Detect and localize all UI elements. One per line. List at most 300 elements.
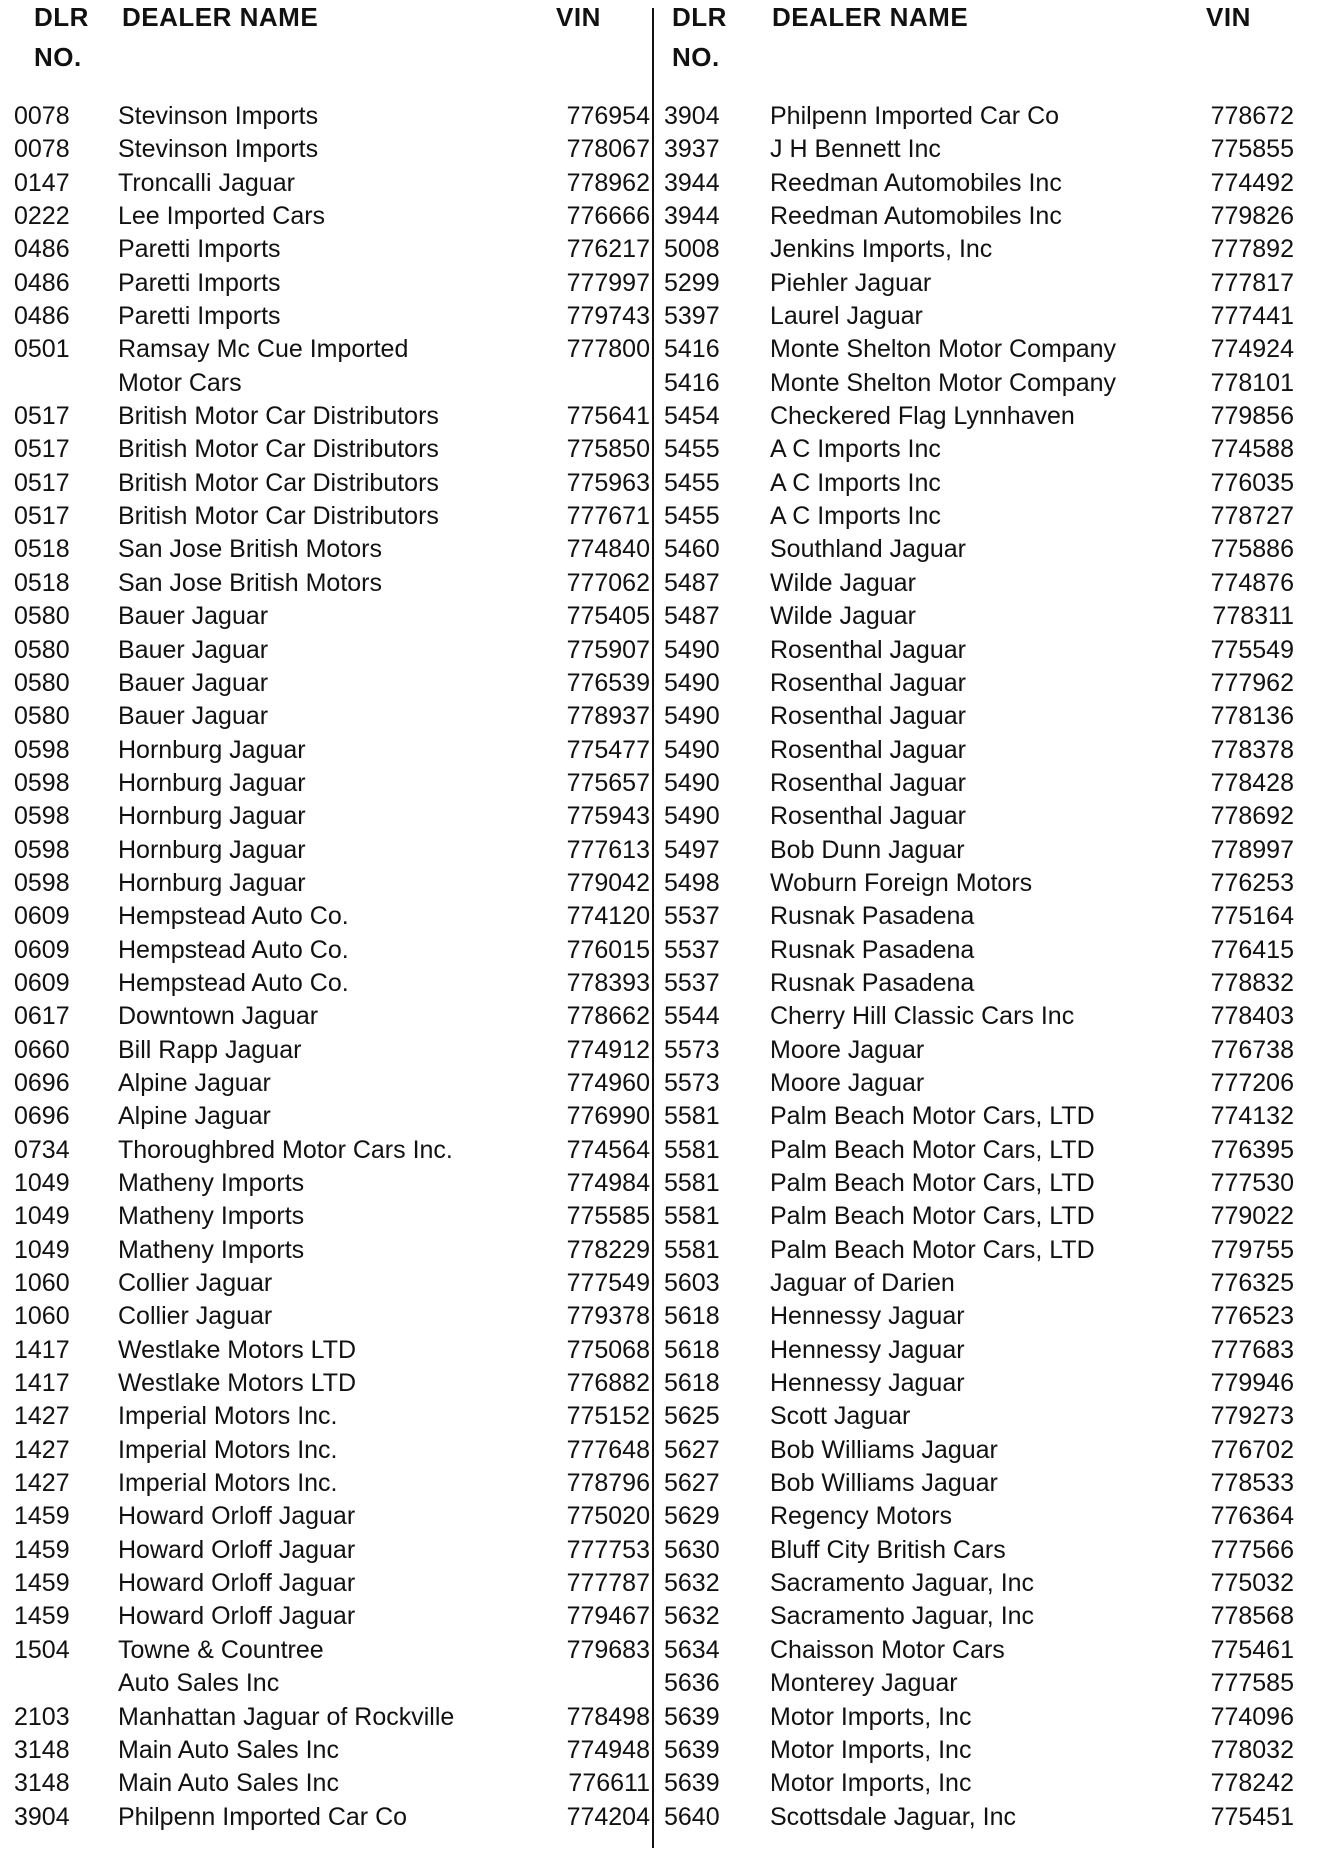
dealer-name: Matheny Imports bbox=[118, 1169, 305, 1197]
vin: 778403 bbox=[1210, 1002, 1294, 1031]
dealer-number: 5008 bbox=[664, 235, 720, 264]
table-row bbox=[14, 900, 650, 933]
dealer-number: 5490 bbox=[664, 702, 720, 731]
dealer-number: 1504 bbox=[14, 1635, 70, 1664]
vin: 775068 bbox=[566, 1335, 650, 1364]
dealer-name: Manhattan Jaguar of Rockville bbox=[118, 1702, 455, 1731]
vin: 778962 bbox=[566, 168, 650, 197]
dealer-name: Motor Cars bbox=[118, 368, 242, 397]
table-row bbox=[664, 1634, 1294, 1667]
vin: 774840 bbox=[566, 535, 650, 564]
vin: 775943 bbox=[566, 802, 650, 831]
dealer-name: Motor Imports, Inc bbox=[770, 1769, 972, 1798]
dealer-number: 3944 bbox=[664, 202, 720, 231]
dealer-name: Main Auto Sales Inc bbox=[118, 1735, 339, 1764]
vin: 774120 bbox=[566, 902, 650, 931]
header-no: NO. bbox=[34, 42, 82, 72]
dealer-name: Paretti Imports bbox=[118, 235, 281, 264]
dealer-name: Rosenthal Jaguar bbox=[770, 668, 966, 697]
dealer-number: 0147 bbox=[14, 168, 70, 197]
table-row bbox=[664, 1334, 1294, 1367]
table-row bbox=[664, 100, 1294, 133]
dealer-name: Bauer Jaguar bbox=[118, 702, 269, 731]
table-row bbox=[14, 1100, 650, 1133]
table-row bbox=[14, 1200, 650, 1233]
dealer-number: 1417 bbox=[14, 1369, 70, 1398]
vin: 779022 bbox=[1210, 1202, 1294, 1231]
dealer-name: Ramsay Mc Cue Imported bbox=[118, 335, 409, 364]
vin: 777962 bbox=[1210, 668, 1294, 697]
dealer-name: Hempstead Auto Co. bbox=[118, 902, 349, 931]
dealer-number: 0518 bbox=[14, 568, 70, 597]
table-row bbox=[664, 800, 1294, 833]
dealer-number: 1060 bbox=[14, 1302, 70, 1331]
dealer-name: British Motor Car Distributors bbox=[118, 402, 439, 431]
vin: 776990 bbox=[566, 1102, 650, 1131]
table-row bbox=[14, 1300, 650, 1333]
vin: 778242 bbox=[1210, 1769, 1294, 1798]
dealer-name: Bluff City British Cars bbox=[770, 1535, 1006, 1564]
column-divider bbox=[652, 8, 654, 1848]
dealer-name: Palm Beach Motor Cars, LTD bbox=[770, 1202, 1095, 1231]
dealer-number: 0580 bbox=[14, 602, 70, 631]
table-row bbox=[14, 767, 650, 800]
dealer-name: Westlake Motors LTD bbox=[118, 1369, 357, 1398]
vin: 774948 bbox=[566, 1735, 650, 1764]
table-row bbox=[14, 1034, 650, 1067]
vin: 775907 bbox=[566, 635, 650, 664]
table-row bbox=[664, 1267, 1294, 1300]
dealer-name: Piehler Jaguar bbox=[770, 268, 932, 297]
dealer-name: Auto Sales Inc bbox=[118, 1669, 280, 1698]
dealer-name: Bob Williams Jaguar bbox=[770, 1469, 998, 1498]
vin: 776738 bbox=[1210, 1035, 1294, 1064]
vin: 779273 bbox=[1210, 1402, 1294, 1431]
dealer-number: 1427 bbox=[14, 1469, 70, 1498]
dealer-number: 1049 bbox=[14, 1235, 70, 1264]
dealer-name: Hornburg Jaguar bbox=[118, 868, 306, 897]
dealer-name: Rosenthal Jaguar bbox=[770, 735, 966, 764]
dealer-number: 5630 bbox=[664, 1535, 720, 1564]
vin: 776253 bbox=[1210, 868, 1294, 897]
header-dealer-name: DEALER NAME bbox=[122, 2, 319, 32]
dealer-name: Imperial Motors Inc. bbox=[118, 1435, 338, 1464]
table-row bbox=[664, 700, 1294, 733]
dealer-number: 0517 bbox=[14, 435, 70, 464]
table-row bbox=[14, 634, 650, 667]
table-row bbox=[664, 867, 1294, 900]
table-row bbox=[664, 1567, 1294, 1600]
dealer-number: 1459 bbox=[14, 1502, 70, 1531]
table-row bbox=[14, 1267, 650, 1300]
dealer-number: 3937 bbox=[664, 135, 720, 164]
dealer-name: British Motor Car Distributors bbox=[118, 468, 439, 497]
table-row bbox=[14, 100, 650, 133]
table-row bbox=[664, 1400, 1294, 1433]
vin: 775585 bbox=[566, 1202, 650, 1231]
vin: 774204 bbox=[566, 1802, 650, 1831]
table-row bbox=[664, 1367, 1294, 1400]
dealer-number: 0222 bbox=[14, 202, 70, 231]
vin: 775032 bbox=[1210, 1569, 1294, 1598]
right-dealer-list bbox=[664, 100, 1294, 1834]
table-row bbox=[664, 1234, 1294, 1267]
dealer-name: Stevinson Imports bbox=[118, 102, 319, 130]
dealer-name: Alpine Jaguar bbox=[118, 1102, 271, 1131]
table-row bbox=[664, 367, 1294, 400]
table-row bbox=[14, 734, 650, 767]
dealer-name: Howard Orloff Jaguar bbox=[118, 1569, 356, 1598]
dealer-name: Palm Beach Motor Cars, LTD bbox=[770, 1135, 1095, 1164]
left-dealer-list bbox=[14, 100, 650, 1834]
table-row bbox=[664, 233, 1294, 266]
vin: 778796 bbox=[566, 1469, 650, 1498]
dealer-number: 0609 bbox=[14, 935, 70, 964]
dealer-number: 5460 bbox=[664, 535, 720, 564]
vin: 779743 bbox=[566, 302, 650, 331]
dealer-name: Bill Rapp Jaguar bbox=[118, 1035, 302, 1064]
dealer-name: Southland Jaguar bbox=[770, 535, 966, 564]
vin: 775451 bbox=[1210, 1802, 1294, 1831]
table-row bbox=[664, 433, 1294, 466]
table-row bbox=[664, 533, 1294, 566]
vin: 778727 bbox=[1210, 502, 1294, 531]
dealer-number: 0486 bbox=[14, 302, 70, 331]
vin: 778662 bbox=[566, 1002, 650, 1031]
table-row bbox=[14, 1167, 650, 1200]
dealer-name: Hornburg Jaguar bbox=[118, 735, 306, 764]
dealer-number: 0078 bbox=[14, 102, 70, 130]
table-row bbox=[14, 800, 650, 833]
vin: 776702 bbox=[1210, 1435, 1294, 1464]
dealer-name: Rosenthal Jaguar bbox=[770, 635, 966, 664]
dealer-number: 0598 bbox=[14, 835, 70, 864]
vin: 775850 bbox=[566, 435, 650, 464]
dealer-number: 0609 bbox=[14, 902, 70, 931]
dealer-number: 5581 bbox=[664, 1235, 720, 1264]
dealer-number: 0617 bbox=[14, 1002, 70, 1031]
table-row bbox=[14, 167, 650, 200]
table-row bbox=[14, 200, 650, 233]
table-row bbox=[14, 1400, 650, 1433]
table-row bbox=[14, 667, 650, 700]
vin: 776666 bbox=[566, 202, 650, 231]
dealer-number: 5618 bbox=[664, 1302, 720, 1331]
dealer-name: Westlake Motors LTD bbox=[118, 1335, 357, 1364]
dealer-name: Scott Jaguar bbox=[770, 1402, 911, 1431]
table-row bbox=[664, 734, 1294, 767]
dealer-name: Rosenthal Jaguar bbox=[770, 802, 966, 831]
dealer-number: 5537 bbox=[664, 935, 720, 964]
dealer-number: 0580 bbox=[14, 635, 70, 664]
dealer-number: 5455 bbox=[664, 502, 720, 531]
table-row bbox=[14, 1067, 650, 1100]
vin: 777892 bbox=[1210, 235, 1294, 264]
dealer-name: Towne & Countree bbox=[118, 1635, 324, 1664]
dealer-name: A C Imports Inc bbox=[770, 468, 941, 497]
table-row bbox=[664, 167, 1294, 200]
dealer-number: 0609 bbox=[14, 968, 70, 997]
dealer-name: Collier Jaguar bbox=[118, 1269, 273, 1298]
dealer-number: 0598 bbox=[14, 735, 70, 764]
dealer-number: 3148 bbox=[14, 1735, 70, 1764]
dealer-number: 5640 bbox=[664, 1802, 720, 1831]
table-row bbox=[664, 767, 1294, 800]
dealer-name: Matheny Imports bbox=[118, 1235, 305, 1264]
dealer-number: 0598 bbox=[14, 802, 70, 831]
table-row bbox=[664, 1067, 1294, 1100]
vin: 778378 bbox=[1210, 735, 1294, 764]
vin: 776882 bbox=[566, 1369, 650, 1398]
vin: 774588 bbox=[1210, 435, 1294, 464]
dealer-name: Stevinson Imports bbox=[118, 135, 319, 164]
dealer-name: Scottsdale Jaguar, Inc bbox=[770, 1802, 1016, 1831]
dealer-name: Rosenthal Jaguar bbox=[770, 702, 966, 731]
vin: 778568 bbox=[1210, 1602, 1294, 1631]
dealer-name: Thoroughbred Motor Cars Inc. bbox=[118, 1135, 453, 1164]
table-row bbox=[14, 1567, 650, 1600]
vin: 777549 bbox=[566, 1269, 650, 1298]
vin: 776611 bbox=[568, 1769, 650, 1798]
vin: 777613 bbox=[566, 835, 650, 864]
dealer-name: Philpenn Imported Car Co bbox=[770, 102, 1060, 130]
vin: 775549 bbox=[1210, 635, 1294, 664]
vin: 775886 bbox=[1210, 535, 1294, 564]
table-row bbox=[14, 1734, 650, 1767]
header-no: NO. bbox=[672, 42, 720, 72]
vin: 778672 bbox=[1210, 102, 1294, 130]
dealer-name: Monte Shelton Motor Company bbox=[770, 368, 1117, 397]
dealer-name: Sacramento Jaguar, Inc bbox=[770, 1602, 1035, 1631]
table-row bbox=[14, 834, 650, 867]
table-row bbox=[14, 1467, 650, 1500]
dealer-number: 5487 bbox=[664, 602, 720, 631]
dealer-number: 5416 bbox=[664, 368, 720, 397]
dealer-number: 5490 bbox=[664, 635, 720, 664]
table-row bbox=[664, 934, 1294, 967]
vin: 777530 bbox=[1210, 1169, 1294, 1197]
vin: 777683 bbox=[1210, 1335, 1294, 1364]
dealer-number: 5397 bbox=[664, 302, 720, 331]
vin: 777206 bbox=[1210, 1068, 1294, 1097]
dealer-name: Paretti Imports bbox=[118, 302, 281, 331]
dealer-name: Imperial Motors Inc. bbox=[118, 1469, 338, 1498]
dealer-number: 5639 bbox=[664, 1735, 720, 1764]
table-row bbox=[664, 133, 1294, 166]
table-row bbox=[664, 567, 1294, 600]
table-row bbox=[664, 1767, 1294, 1800]
dealer-number: 5455 bbox=[664, 435, 720, 464]
dealer-number: 0517 bbox=[14, 468, 70, 497]
dealer-name: British Motor Car Distributors bbox=[118, 502, 439, 531]
vin: 779755 bbox=[1210, 1235, 1294, 1264]
dealer-number: 5537 bbox=[664, 968, 720, 997]
table-row bbox=[14, 600, 650, 633]
table-row bbox=[14, 1701, 650, 1734]
table-row bbox=[664, 1467, 1294, 1500]
dealer-number: 1459 bbox=[14, 1569, 70, 1598]
vin: 778101 bbox=[1210, 368, 1294, 397]
dealer-number: 1049 bbox=[14, 1202, 70, 1231]
table-row bbox=[14, 400, 650, 433]
vin: 778032 bbox=[1210, 1735, 1294, 1764]
dealer-name: Palm Beach Motor Cars, LTD bbox=[770, 1102, 1095, 1131]
table-row bbox=[664, 1667, 1294, 1700]
dealer-name: Motor Imports, Inc bbox=[770, 1702, 972, 1731]
dealer-number: 5618 bbox=[664, 1369, 720, 1398]
dealer-number: 5618 bbox=[664, 1335, 720, 1364]
vin: 779946 bbox=[1210, 1369, 1294, 1398]
table-row bbox=[14, 367, 650, 400]
dealer-number: 5581 bbox=[664, 1202, 720, 1231]
table-row bbox=[664, 200, 1294, 233]
dealer-number: 1459 bbox=[14, 1602, 70, 1631]
table-row bbox=[664, 1200, 1294, 1233]
table-row bbox=[664, 667, 1294, 700]
dealer-name: Bob Dunn Jaguar bbox=[770, 835, 965, 864]
table-row bbox=[14, 1234, 650, 1267]
vin: 779683 bbox=[566, 1635, 650, 1664]
vin: 774960 bbox=[566, 1068, 650, 1097]
vin: 775855 bbox=[1210, 135, 1294, 164]
table-row bbox=[14, 133, 650, 166]
dealer-name: Downtown Jaguar bbox=[118, 1002, 319, 1031]
dealer-name: Philpenn Imported Car Co bbox=[118, 1802, 408, 1831]
dealer-number: 5299 bbox=[664, 268, 720, 297]
vin: 779378 bbox=[566, 1302, 650, 1331]
vin: 776217 bbox=[566, 235, 650, 264]
table-row bbox=[14, 1634, 650, 1667]
dealer-name: Wilde Jaguar bbox=[770, 568, 916, 597]
table-row bbox=[664, 467, 1294, 500]
dealer-number: 0734 bbox=[14, 1135, 70, 1164]
header-dlr: DLR bbox=[34, 2, 89, 32]
dealer-name: Rusnak Pasadena bbox=[770, 935, 975, 964]
table-row bbox=[14, 533, 650, 566]
dealer-name: Rusnak Pasadena bbox=[770, 968, 975, 997]
dealer-number: 5639 bbox=[664, 1769, 720, 1798]
dealer-name: Bauer Jaguar bbox=[118, 635, 269, 664]
table-row bbox=[14, 300, 650, 333]
vin: 777800 bbox=[566, 335, 650, 364]
vin: 775152 bbox=[566, 1402, 650, 1431]
vin: 776539 bbox=[566, 668, 650, 697]
dealer-number: 0486 bbox=[14, 268, 70, 297]
dealer-name: Hennessy Jaguar bbox=[770, 1335, 965, 1364]
dealer-number: 5581 bbox=[664, 1169, 720, 1197]
dealer-name: J H Bennett Inc bbox=[770, 135, 941, 164]
table-row bbox=[664, 1801, 1294, 1834]
dealer-name: Regency Motors bbox=[770, 1502, 953, 1531]
dealer-number: 5455 bbox=[664, 468, 720, 497]
dealer-number: 0517 bbox=[14, 402, 70, 431]
dealer-number: 3148 bbox=[14, 1769, 70, 1798]
vin: 776364 bbox=[1210, 1502, 1294, 1531]
table-row bbox=[664, 634, 1294, 667]
dealer-name: Howard Orloff Jaguar bbox=[118, 1602, 356, 1631]
dealer-name: Howard Orloff Jaguar bbox=[118, 1535, 356, 1564]
vin: 775963 bbox=[566, 468, 650, 497]
dealer-name: Rosenthal Jaguar bbox=[770, 768, 966, 797]
dealer-name: Lee Imported Cars bbox=[118, 202, 326, 231]
header-dlr: DLR bbox=[672, 2, 727, 32]
vin: 777753 bbox=[566, 1535, 650, 1564]
table-row bbox=[14, 867, 650, 900]
dealer-name: Hennessy Jaguar bbox=[770, 1369, 965, 1398]
vin: 776325 bbox=[1210, 1269, 1294, 1298]
table-row bbox=[664, 1034, 1294, 1067]
table-row bbox=[14, 1534, 650, 1567]
dealer-number: 0501 bbox=[14, 335, 70, 364]
vin: 777671 bbox=[566, 502, 650, 531]
dealer-number: 5639 bbox=[664, 1702, 720, 1731]
dealer-number: 0517 bbox=[14, 502, 70, 531]
dealer-name: Palm Beach Motor Cars, LTD bbox=[770, 1169, 1095, 1197]
dealer-name: Bauer Jaguar bbox=[118, 668, 269, 697]
dealer-name: Cherry Hill Classic Cars Inc bbox=[770, 1002, 1075, 1031]
table-row bbox=[664, 1167, 1294, 1200]
table-row bbox=[14, 1801, 650, 1834]
vin: 778136 bbox=[1210, 702, 1294, 731]
dealer-number: 0486 bbox=[14, 235, 70, 264]
table-row bbox=[664, 500, 1294, 533]
dealer-number: 3904 bbox=[14, 1802, 70, 1831]
dealer-number: 5498 bbox=[664, 868, 720, 897]
dealer-number: 5573 bbox=[664, 1035, 720, 1064]
dealer-number: 5537 bbox=[664, 902, 720, 931]
table-row bbox=[14, 267, 650, 300]
dealer-name: A C Imports Inc bbox=[770, 502, 941, 531]
vin: 775405 bbox=[566, 602, 650, 631]
dealer-name: Collier Jaguar bbox=[118, 1302, 273, 1331]
table-row bbox=[14, 1767, 650, 1800]
dealer-number: 0696 bbox=[14, 1068, 70, 1097]
vin: 774492 bbox=[1210, 168, 1294, 197]
dealer-name: Hornburg Jaguar bbox=[118, 768, 306, 797]
dealer-number: 5454 bbox=[664, 402, 720, 431]
dealer-name: Hornburg Jaguar bbox=[118, 802, 306, 831]
table-row bbox=[664, 1500, 1294, 1533]
table-row bbox=[664, 1701, 1294, 1734]
vin: 779856 bbox=[1210, 402, 1294, 431]
vin: 774984 bbox=[566, 1169, 650, 1197]
vin: 778428 bbox=[1210, 768, 1294, 797]
vin: 775477 bbox=[566, 735, 650, 764]
table-row bbox=[664, 1434, 1294, 1467]
dealer-number: 5627 bbox=[664, 1469, 720, 1498]
dealer-number: 5632 bbox=[664, 1569, 720, 1598]
dealer-number: 5416 bbox=[664, 335, 720, 364]
header-vin: VIN bbox=[556, 2, 601, 32]
vin: 776015 bbox=[566, 935, 650, 964]
vin: 774132 bbox=[1210, 1102, 1294, 1131]
dealer-number: 1417 bbox=[14, 1335, 70, 1364]
table-row bbox=[14, 467, 650, 500]
dealer-number: 5487 bbox=[664, 568, 720, 597]
dealer-number: 5629 bbox=[664, 1502, 720, 1531]
vin: 775164 bbox=[1210, 902, 1294, 931]
dealer-name: Hempstead Auto Co. bbox=[118, 935, 349, 964]
table-row bbox=[664, 834, 1294, 867]
dealer-name: Rusnak Pasadena bbox=[770, 902, 975, 931]
dealer-number: 5490 bbox=[664, 668, 720, 697]
dealer-name: Paretti Imports bbox=[118, 268, 281, 297]
table-row bbox=[14, 1500, 650, 1533]
dealer-name: Moore Jaguar bbox=[770, 1035, 925, 1064]
dealer-number: 5627 bbox=[664, 1435, 720, 1464]
vin: 778832 bbox=[1210, 968, 1294, 997]
dealer-name: Reedman Automobiles Inc bbox=[770, 202, 1062, 231]
